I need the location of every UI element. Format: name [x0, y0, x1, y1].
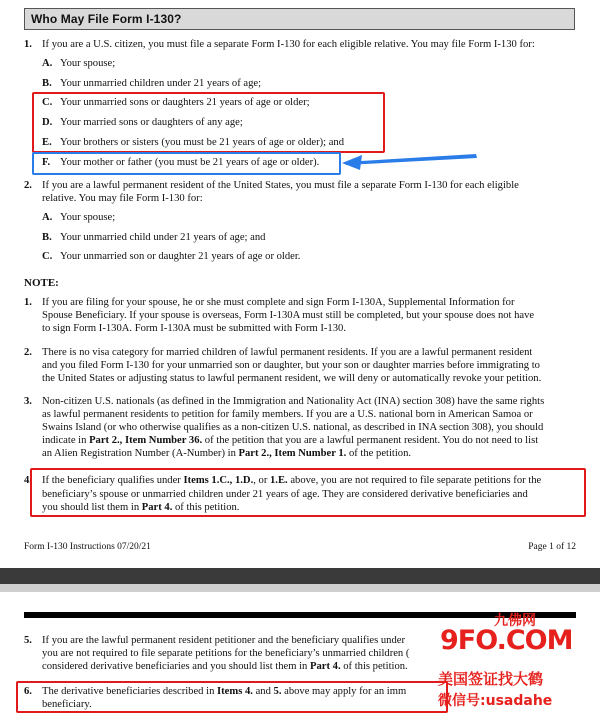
note-number: 2.	[24, 347, 32, 358]
text-run: of this petition.	[340, 661, 408, 672]
sub-text: Your married sons or daughters of any age;	[60, 117, 243, 128]
sub-text: Your unmarried son or daughter 21 years of age or older.	[60, 251, 301, 262]
note-1-line: If you are filing for your spouse, he or she must complete and sign Form I-130A, Supplemental Information for	[42, 297, 515, 308]
text-run: The derivative beneficiaries described in	[42, 686, 218, 697]
note-3-line	[42, 434, 538, 448]
note-1-line: Spouse Beneficiary. If your spouse is overseas, Form I-130A must still be completed, but your spouse does not have	[42, 310, 535, 321]
footer-page-number: Page 1 of 12	[528, 542, 576, 552]
item-1-text: If you are a U.S. citizen, you must file a separate Form I-130 for each eligible relative. You may file Form I-130 for:	[42, 39, 535, 50]
item-number: 6.	[24, 686, 32, 697]
page-separator-light	[0, 584, 600, 592]
text-run: considered derivative beneficiaries and you should list them in	[42, 661, 311, 672]
note-heading: NOTE:	[24, 277, 59, 289]
text-run-bold: 1.E.	[270, 475, 288, 486]
blue-arrow-icon	[340, 150, 480, 172]
item-5-line	[42, 660, 408, 674]
sub-text: Your unmarried child under 21 years of age; and	[60, 232, 266, 243]
sub-letter: F.	[42, 157, 51, 168]
sub-text: Your spouse;	[60, 212, 116, 223]
text-run: you should list them in	[42, 502, 142, 513]
note-3-line: Swains Island (or who otherwise qualifies as a non-citizen U.S. national, as described in INA section 308), you should	[42, 422, 544, 433]
highlight-box-red	[16, 681, 448, 713]
highlight-box-red	[30, 468, 586, 517]
note-3-line: as lawful permanent residents to petition for family members. If you are a U.S. national born in American Samoa or	[42, 409, 533, 420]
footer-form-id: Form I-130 Instructions 07/20/21	[24, 542, 151, 552]
sub-text: Your brothers or sisters (you must be 21 years of age or older); and	[60, 137, 345, 148]
text-run-bold: Part 2., Item Number 1.	[238, 448, 347, 459]
text-run-bold: Items 4.	[217, 686, 253, 697]
item-2b	[42, 231, 265, 245]
sub-letter: A.	[42, 58, 53, 69]
sub-text: Your unmarried sons or daughters 21 years of age or older;	[60, 97, 310, 108]
text-run-bold: Part 2., Item Number 36.	[89, 435, 203, 446]
watermark-slogan: 美国签证找大鹤	[438, 670, 544, 688]
highlight-box-red	[32, 92, 385, 153]
text-run: indicate in	[42, 435, 90, 446]
text-run: above, you are not required to file separate petitions for the	[287, 475, 542, 486]
note-2-line: and you filed Form I-130 for your unmarried son or daughter, but your son or daughter marries before immigrating to	[42, 360, 540, 371]
sub-letter: E.	[42, 137, 52, 148]
sub-letter: C.	[42, 251, 53, 262]
text-run: above may apply for an imm	[281, 686, 407, 697]
item-2a	[42, 211, 115, 225]
note-4-line: beneficiary’s spouse or unmarried children under 21 years of age. They are considered derivative beneficiaries and	[42, 489, 528, 500]
watermark-site: 9FO.COM	[440, 625, 573, 656]
sub-letter: D.	[42, 117, 53, 128]
text-run: an Alien Registration Number (A-Number) in	[42, 448, 239, 459]
note-3-line	[42, 447, 411, 461]
item-number: 5.	[24, 635, 32, 646]
page-separator	[0, 568, 600, 584]
sub-letter: A.	[42, 212, 53, 223]
sub-letter: B.	[42, 232, 52, 243]
sub-letter: B.	[42, 78, 52, 89]
note-2-line: the United States or adjusting status to lawful permanent resident, we will deny or automatically revoke your petition.	[42, 373, 542, 384]
item-1b	[42, 77, 261, 91]
text-run-bold: Part 4.	[141, 502, 173, 513]
note-2-line: There is no visa category for married children of lawful permanent residents. If you are a lawful permanent resident	[42, 347, 533, 358]
note-1-line: to sign Form I-130A. Form I-130A must be submitted with Form I-130.	[42, 323, 346, 334]
note-number: 1.	[24, 297, 32, 308]
text-run-bold: Items 1.C., 1.D.	[183, 475, 254, 486]
text-run: of the petition that you are a lawful permanent resident. You do not need to list	[202, 435, 539, 446]
item-2-line2: relative. You may file Form I-130 for:	[42, 193, 203, 204]
watermark-site-cn: 九佛网	[494, 613, 536, 629]
sub-letter: C.	[42, 97, 53, 108]
section-title: Who May File Form I-130?	[24, 8, 575, 30]
highlight-box-blue	[32, 152, 341, 175]
item-6-line: beneficiary.	[42, 699, 92, 710]
text-run-bold: 5.	[273, 686, 282, 697]
item-5-line: you are not required to file separate petitions for the beneficiary’s unmarried children (	[42, 648, 410, 659]
item-1a	[42, 57, 115, 71]
text-run-bold: Part 4.	[310, 661, 341, 672]
note-number: 4.	[24, 475, 32, 486]
sub-text: Your spouse;	[60, 58, 116, 69]
item-number: 1.	[24, 39, 32, 50]
text-run: , or	[253, 475, 270, 486]
text-run: of this petition.	[172, 502, 240, 513]
item-2-line1: If you are a lawful permanent resident of the United States, you must file a separate Form I-130 for each eligible	[42, 180, 519, 191]
text-run: and	[252, 686, 274, 697]
text-run: of the petition.	[346, 448, 412, 459]
item-2c	[42, 250, 300, 264]
text-run: If the beneficiary qualifies under	[42, 475, 184, 486]
note-number: 3.	[24, 396, 32, 407]
watermark-wechat: 微信号:usadahe	[438, 693, 553, 709]
sub-text: Your unmarried children under 21 years of age;	[60, 78, 262, 89]
item-5-line: If you are the lawful permanent resident petitioner and the beneficiary qualifies under	[42, 635, 405, 646]
item-number: 2.	[24, 180, 32, 191]
note-3-line: Non-citizen U.S. nationals (as defined in the Immigration and Nationality Act (INA) section 308) have the same rights	[42, 396, 545, 407]
sub-text: Your mother or father (you must be 21 years of age or older).	[60, 157, 320, 168]
